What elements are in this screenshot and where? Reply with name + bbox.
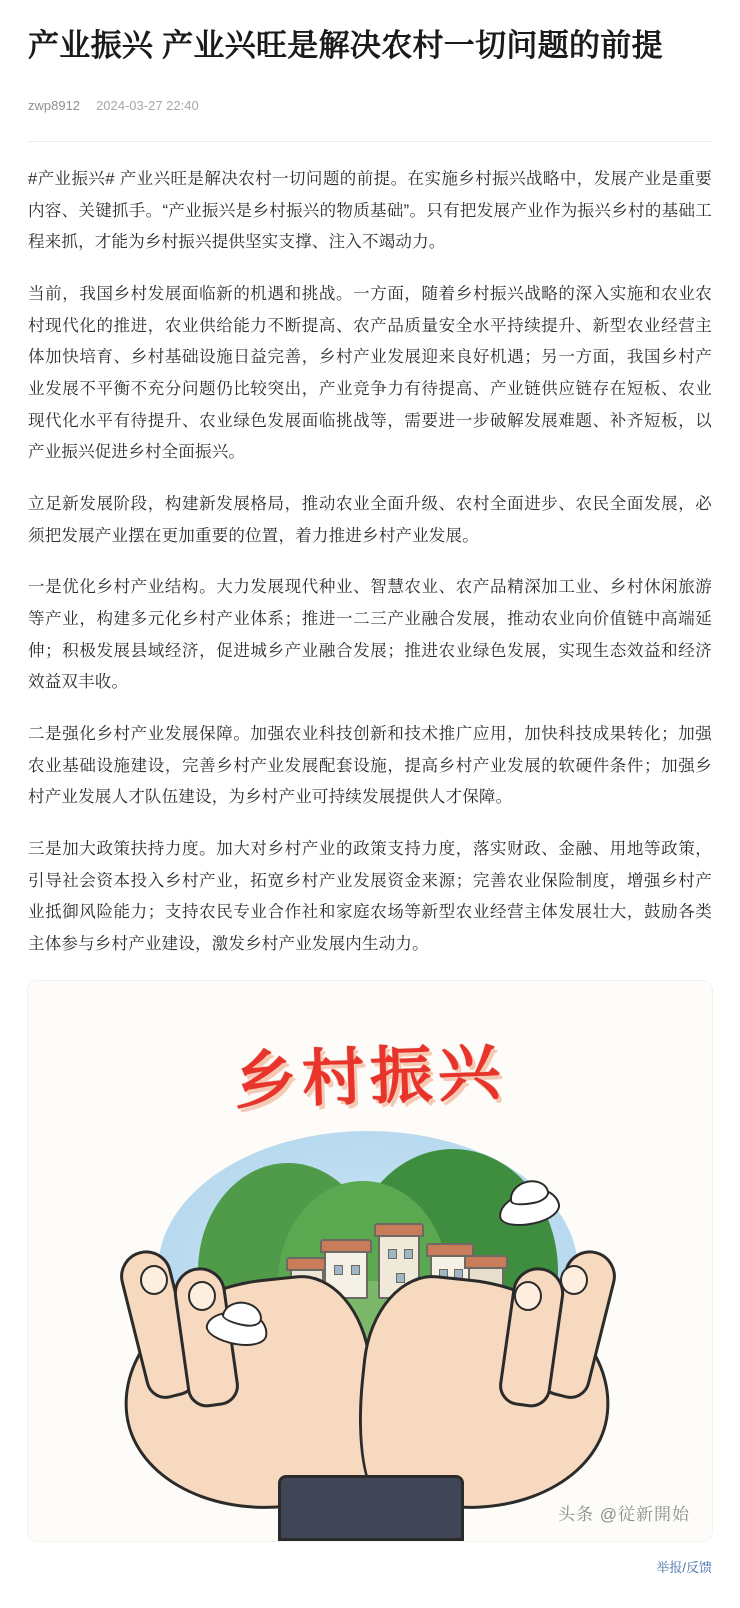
house-window xyxy=(334,1265,343,1275)
house-window xyxy=(388,1249,397,1259)
article-paragraph: 立足新发展阶段，构建新发展格局，推动农业全面升级、农村全面进步、农民全面发展，必须把发展产业摆在更加重要的位置，着力推进乡村产业发展。 xyxy=(28,495,712,545)
meta-divider xyxy=(28,141,712,142)
house-roof xyxy=(320,1239,372,1253)
author-name: zwp8912 xyxy=(28,98,81,114)
article-paragraph: #产业振兴# 产业兴旺是解决农村一切问题的前提。在实施乡村振兴战略中，发展产业是重要内容、关键抓手。“产业振兴是乡村振兴的物质基础”。只有把发展产业作为振兴乡村的基础工程来抓，才能为乡村振兴提供坚实支撑、注入不竭动力。 xyxy=(28,170,712,252)
fingernail xyxy=(140,1265,168,1295)
fingernail xyxy=(514,1281,542,1311)
house-window xyxy=(351,1265,360,1275)
illustration-watermark: 头条 @従新開始 xyxy=(558,1504,690,1524)
house-window xyxy=(396,1273,405,1283)
publish-timestamp: 2024-03-27 22:40 xyxy=(96,98,199,114)
article-paragraph: 二是强化乡村产业发展保障。加强农业科技创新和技术推广应用，加快科技成果转化；加强农业基础设施建设，完善乡村产业发展配套设施，提高乡村产业发展的软硬件条件；加强乡村产业发展人才队伍建设，为乡村产业可持续发展提供人才保障。 xyxy=(28,725,712,807)
house-window xyxy=(404,1249,413,1259)
article-footer xyxy=(0,1541,740,1598)
house-roof xyxy=(286,1257,328,1271)
fingernail xyxy=(560,1265,588,1295)
page-title: 产业振兴 产业兴旺是解决农村一切问题的前提 xyxy=(28,28,663,63)
house-roof xyxy=(374,1223,424,1237)
house-roof xyxy=(464,1255,508,1269)
fingernail xyxy=(188,1281,216,1311)
article-paragraph: 三是加大政策扶持力度。加大对乡村产业的政策支持力度，落实财政、金融、用地等政策，引导社会资本投入乡村产业，拓宽乡村产业发展资金来源；完善农业保险制度，增强乡村产业抵御风险能力；支持农民专业合作社和家庭农场等新型农业经营主体发展壮大，鼓励各类主体参与乡村产业建设，激发乡村产业发展内生动力。 xyxy=(28,840,712,954)
article-paragraph: 当前，我国乡村发展面临新的机遇和挑战。一方面，随着乡村振兴战略的深入实施和农业农村现代化的推进，农业供给能力不断提高、农产品质量安全水平持续提升、新型农业经营主体加快培育、乡村基础设施日益完善，乡村产业发展迎来良好机遇；另一方面，我国乡村产业发展不平衡不充分问题仍比较突出，产业竞争力有待提高、产业链供应链存在短板、农业现代化水平有待提升、农业绿色发展面临挑战等，需要进一步破解发展难题、补齐短板，以产业振兴促进乡村全面振兴。 xyxy=(28,285,712,462)
article-paragraph: 一是优化乡村产业结构。大力发展现代种业、智慧农业、农产品精深加工业、乡村休闲旅游等产业，构建多元化乡村产业体系；推进一二三产业融合发展，推动农业向价值链中高端延伸；积极发展县域经济，促进城乡产业融合发展；推进农业绿色发展，实现生态效益和经济效益双丰收。 xyxy=(28,578,712,692)
report-feedback-link[interactable]: 举报/反馈 xyxy=(656,1559,712,1575)
article-meta xyxy=(28,98,712,113)
sleeve-shape xyxy=(278,1475,464,1541)
article-illustration xyxy=(28,981,712,1541)
illustration-headline: 乡村振兴 xyxy=(232,1035,508,1118)
article-body xyxy=(28,164,712,961)
